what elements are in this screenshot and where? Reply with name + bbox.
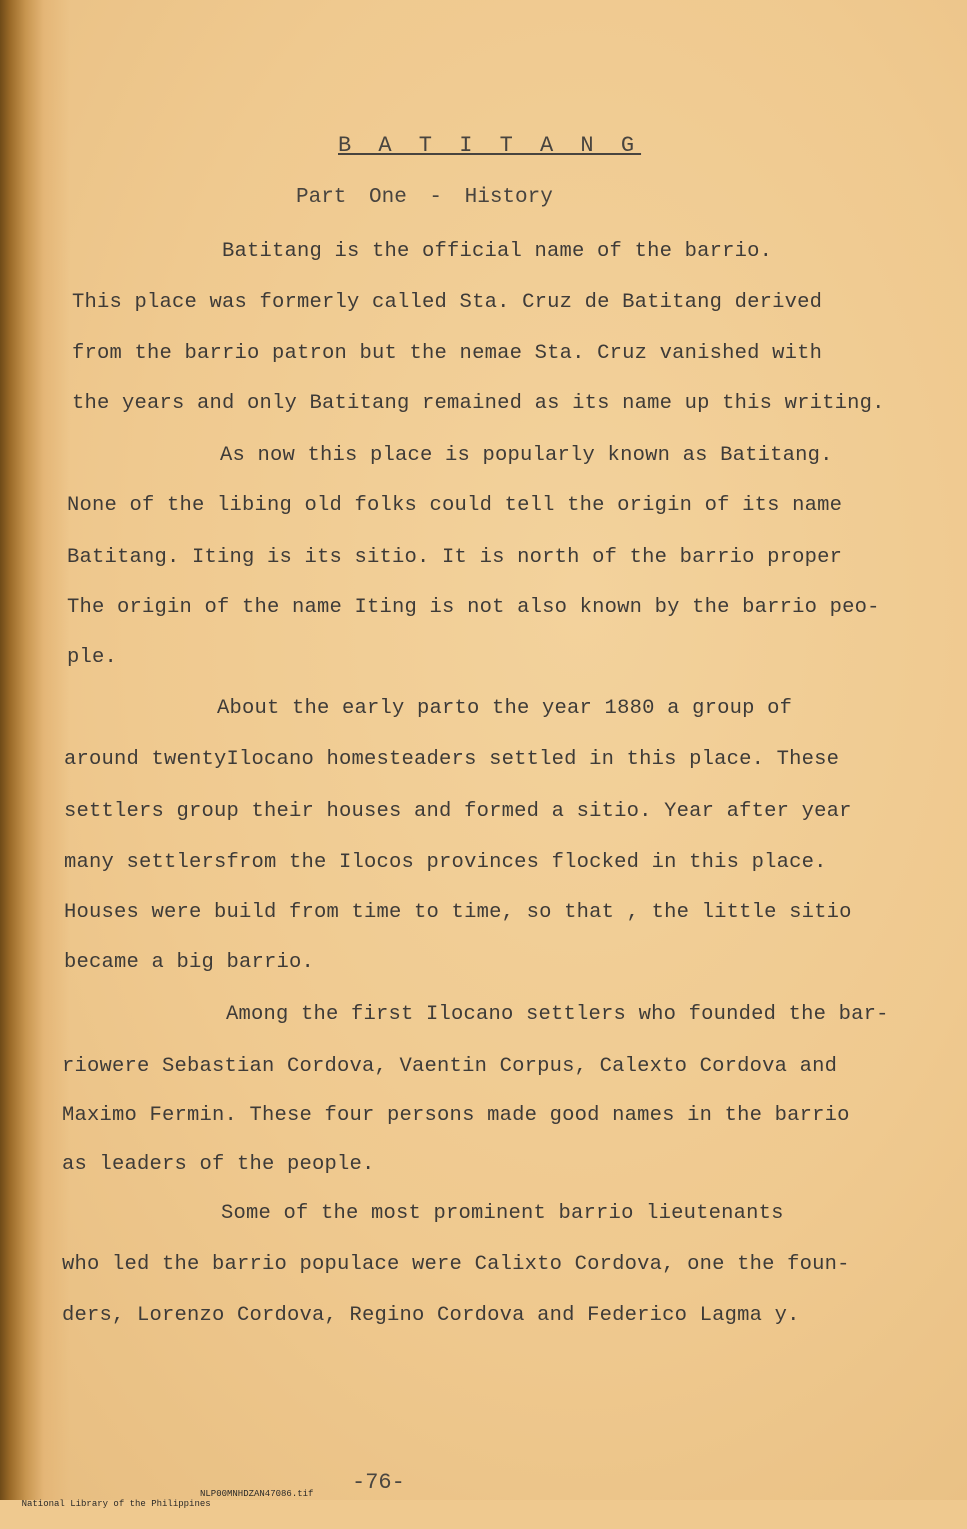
text-line: from the barrio patron but the nemae Sta. Cruz vanished with bbox=[72, 342, 823, 365]
scan-filename: NLP00MNHDZAN47086.tif bbox=[200, 1489, 314, 1499]
text-line: as leaders of the people. bbox=[62, 1153, 375, 1176]
text-line: who led the barrio populace were Calixto Cordova, one the foun- bbox=[62, 1253, 850, 1276]
text-line: Among the first Ilocano settlers who founded the bar- bbox=[226, 1003, 889, 1026]
text-line: around twentyIlocano homesteaders settled in this place. These bbox=[64, 748, 840, 771]
text-line: Batitang is the official name of the barrio. bbox=[222, 240, 773, 263]
library-name: National Library of the Philippines bbox=[21, 1499, 211, 1509]
scan-footer bbox=[0, 1489, 314, 1529]
text-line: None of the libing old folks could tell the origin of its name bbox=[67, 494, 843, 517]
text-line: As now this place is popularly known as Batitang. bbox=[220, 444, 833, 467]
document-subtitle: Part One - History bbox=[296, 186, 553, 209]
page-number: -76- bbox=[352, 1470, 405, 1495]
text-line: ple. bbox=[67, 646, 118, 669]
text-line: ders, Lorenzo Cordova, Regino Cordova and Federico Lagma y. bbox=[62, 1304, 800, 1327]
text-line: Batitang. Iting is its sitio. It is north of the barrio proper bbox=[67, 546, 843, 569]
text-line: settlers group their houses and formed a sitio. Year after year bbox=[64, 800, 852, 823]
text-line: Houses were build from time to time, so that , the little sitio bbox=[64, 901, 852, 924]
text-line: many settlersfrom the Ilocos provinces flocked in this place. bbox=[64, 851, 827, 874]
text-line: This place was formerly called Sta. Cruz de Batitang derived bbox=[72, 291, 823, 314]
text-line: became a big barrio. bbox=[64, 951, 315, 974]
text-line: riowere Sebastian Cordova, Vaentin Corpus, Calexto Cordova and bbox=[62, 1055, 838, 1078]
document-title: B A T I T A N G bbox=[338, 133, 642, 158]
text-line: Some of the most prominent barrio lieutenants bbox=[221, 1202, 784, 1225]
text-line: The origin of the name Iting is not also known by the barrio peo- bbox=[67, 596, 880, 619]
text-line: the years and only Batitang remained as its name up this writing. bbox=[72, 392, 885, 415]
text-line: About the early parto the year 1880 a group of bbox=[217, 697, 793, 720]
text-line: Maximo Fermin. These four persons made good names in the barrio bbox=[62, 1104, 850, 1127]
